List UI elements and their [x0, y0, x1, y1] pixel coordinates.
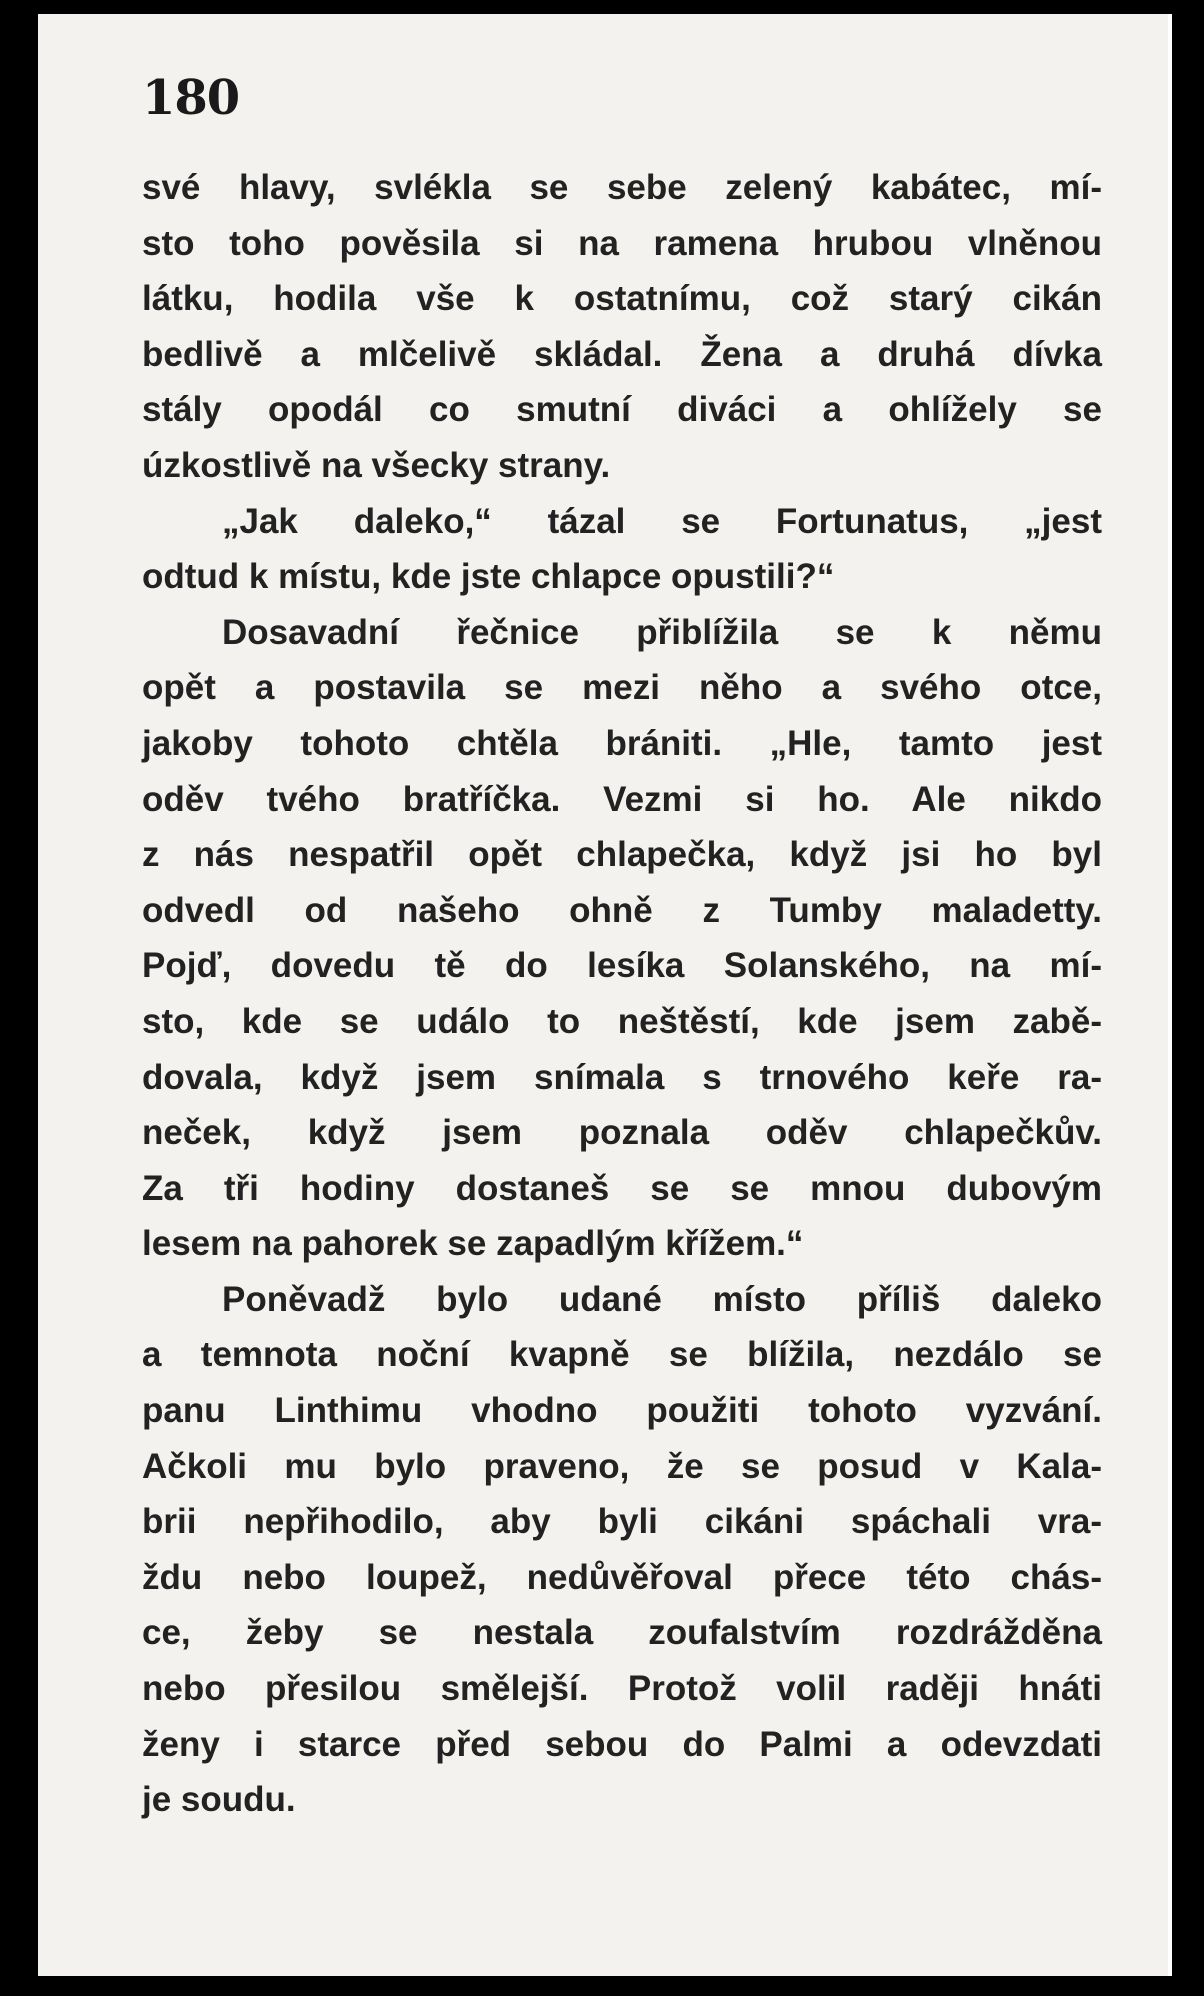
- text-line: Ačkoli mu bylo praveno, že se posud v Kala-: [142, 1446, 1102, 1486]
- text-line: oděv tvého bratříčka. Vezmi si ho. Ale nikdo: [142, 779, 1102, 819]
- text-line: ce, žeby se nestala zoufalstvím rozdrážděna: [142, 1613, 1102, 1653]
- text-line: opět a postavila se mezi něho a svého otce,: [142, 668, 1102, 708]
- text-line: odvedl od našeho ohně z Tumby maladetty.: [142, 890, 1102, 930]
- text-line: sto, kde se událo to neštěstí, kde jsem zabě-: [142, 1001, 1102, 1041]
- text-line: Poněvadž bylo udané místo příliš daleko: [222, 1279, 1102, 1319]
- text-line: Za tři hodiny dostaneš se se mnou dubovým: [142, 1168, 1102, 1208]
- book-page: [38, 14, 1172, 1976]
- body-text: [142, 160, 1102, 1828]
- text-line: ždu nebo loupež, nedůvěřoval přece této chás-: [142, 1557, 1102, 1597]
- text-line: jakoby tohoto chtěla brániti. „Hle, tamto jest: [142, 723, 1102, 763]
- text-line: látku, hodila vše k ostatnímu, což starý cikán: [142, 279, 1102, 319]
- text-line: bedlivě a mlčelivě skládal. Žena a druhá dívka: [142, 334, 1102, 374]
- text-line: úzkostlivě na všecky strany.: [142, 445, 611, 485]
- text-line: lesem na pahorek se zapadlým křížem.“: [142, 1224, 804, 1264]
- text-line: „Jak daleko,“ tázal se Fortunatus, „jest: [222, 501, 1102, 541]
- text-line: panu Linthimu vhodno použiti tohoto vyzvání.: [142, 1391, 1102, 1431]
- text-line: sto toho pověsila si na ramena hrubou vlněnou: [142, 223, 1102, 263]
- page-number: 180: [142, 70, 240, 126]
- text-line: Pojď, dovedu tě do lesíka Solanského, na mí-: [142, 946, 1102, 986]
- text-line: a temnota noční kvapně se blížila, nezdálo se: [142, 1335, 1102, 1375]
- text-line: dovala, když jsem snímala s trnového keře ra-: [142, 1057, 1102, 1097]
- text-line: nebo přesilou smělejší. Protož volil raději hnáti: [142, 1669, 1102, 1709]
- text-line: z nás nespatřil opět chlapečka, když jsi ho byl: [142, 835, 1102, 875]
- text-line: je soudu.: [142, 1780, 296, 1820]
- text-line: ženy i starce před sebou do Palmi a odevzdati: [142, 1724, 1102, 1764]
- text-line: brii nepřihodilo, aby byli cikáni spáchali vra-: [142, 1502, 1102, 1542]
- text-line: neček, když jsem poznala oděv chlapečkův.: [142, 1113, 1102, 1153]
- text-line: stály opodál co smutní diváci a ohlížely se: [142, 390, 1102, 430]
- text-line: odtud k místu, kde jste chlapce opustili?“: [142, 557, 835, 597]
- text-line: Dosavadní řečnice přiblížila se k němu: [222, 612, 1102, 652]
- text-line: své hlavy, svlékla se sebe zelený kabátec, mí-: [142, 168, 1102, 207]
